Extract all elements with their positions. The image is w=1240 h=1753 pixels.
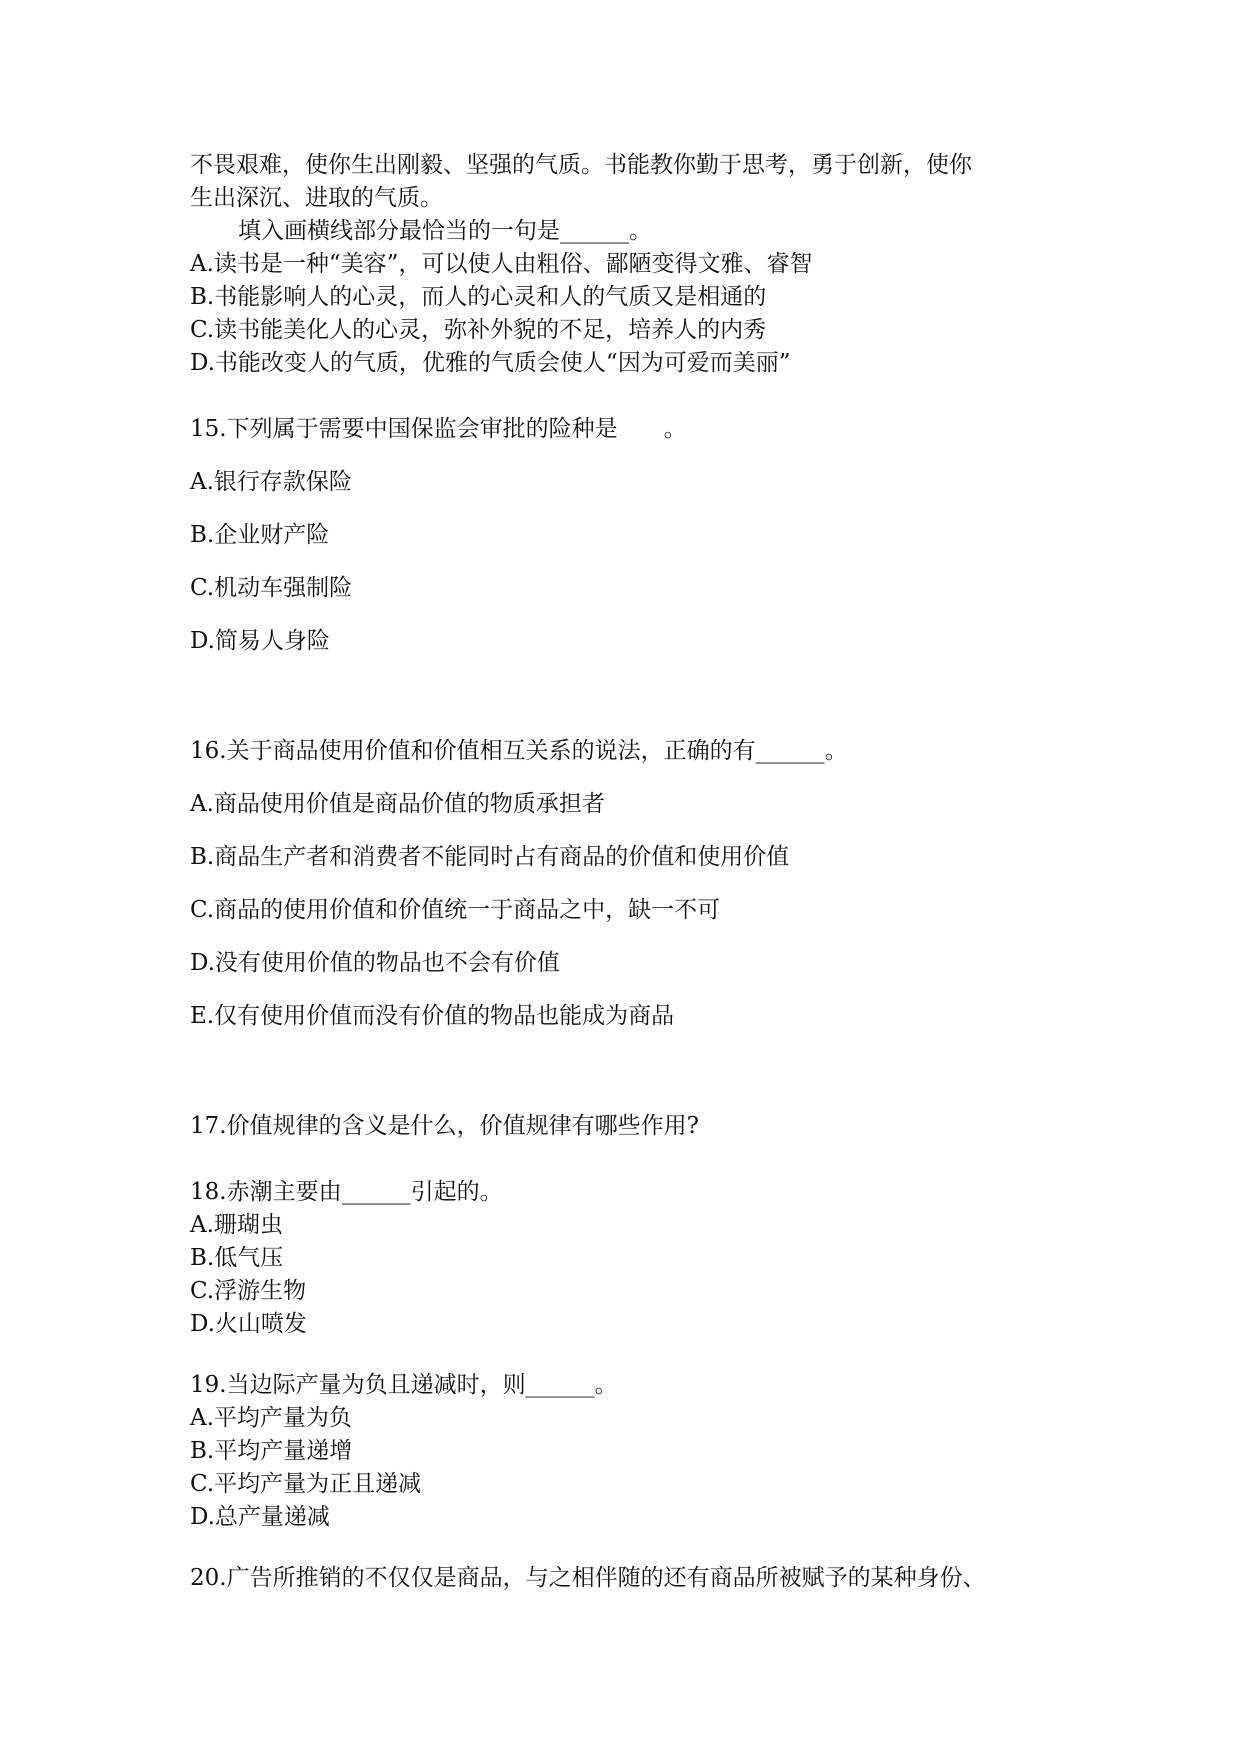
passage-option-c: C.读书能美化人的心灵，弥补外貌的不足，培养人的内秀: [190, 317, 767, 343]
q19-stem: 19.当边际产量为负且递减时，则______。: [190, 1372, 618, 1398]
q16-option-c: C.商品的使用价值和价值统一于商品之中，缺一不可: [190, 897, 721, 923]
q16-option-a: A.商品使用价值是商品价值的物质承担者: [190, 791, 605, 817]
q18-option-a: A.珊瑚虫: [190, 1212, 283, 1238]
passage-line-2: 生出深沉、进取的气质。: [190, 185, 443, 211]
q15-option-c: C.机动车强制险: [190, 575, 353, 601]
q20-stem: 20.广告所推销的不仅仅是商品，与之相伴随的还有商品所被赋予的某种身份、: [190, 1565, 986, 1591]
q19-option-c: C.平均产量为正且递减: [190, 1471, 422, 1497]
q16-option-e: E.仅有使用价值而没有价值的物品也能成为商品: [190, 1003, 675, 1029]
passage-option-d: D.书能改变人的气质，优雅的气质会使人“因为可爱而美丽”: [190, 350, 791, 376]
passage-option-b: B.书能影响人的心灵，而人的心灵和人的气质又是相通的: [190, 284, 767, 310]
q18-stem: 18.赤潮主要由______引起的。: [190, 1179, 503, 1205]
q17-stem: 17.价值规律的含义是什么，价值规律有哪些作用?: [190, 1113, 699, 1139]
q15-option-b: B.企业财产险: [190, 522, 330, 548]
q15-stem: 15.下列属于需要中国保监会审批的险种是 。: [190, 416, 687, 442]
q18-option-c: C.浮游生物: [190, 1278, 307, 1304]
q19-option-a: A.平均产量为负: [190, 1405, 352, 1431]
q18-option-d: D.火山喷发: [190, 1311, 307, 1337]
passage-line-1: 不畏艰难，使你生出刚毅、坚强的气质。书能教你勤于思考，勇于创新，使你: [190, 152, 972, 178]
q16-option-b: B.商品生产者和消费者不能同时占有商品的价值和使用价值: [190, 844, 790, 870]
q18-option-b: B.低气压: [190, 1245, 284, 1271]
q16-option-d: D.没有使用价值的物品也不会有价值: [190, 950, 560, 976]
q16-stem: 16.关于商品使用价值和价值相互关系的说法，正确的有______。: [190, 738, 848, 764]
passage-option-a: A.读书是一种“美容”，可以使人由粗俗、鄙陋变得文雅、睿智: [190, 251, 813, 277]
q19-option-b: B.平均产量递增: [190, 1438, 353, 1464]
q19-option-d: D.总产量递减: [190, 1504, 330, 1530]
q15-option-d: D.简易人身险: [190, 628, 330, 654]
passage-prompt: 填入画横线部分最恰当的一句是______。: [238, 218, 652, 244]
q15-option-a: A.银行存款保险: [190, 469, 352, 495]
